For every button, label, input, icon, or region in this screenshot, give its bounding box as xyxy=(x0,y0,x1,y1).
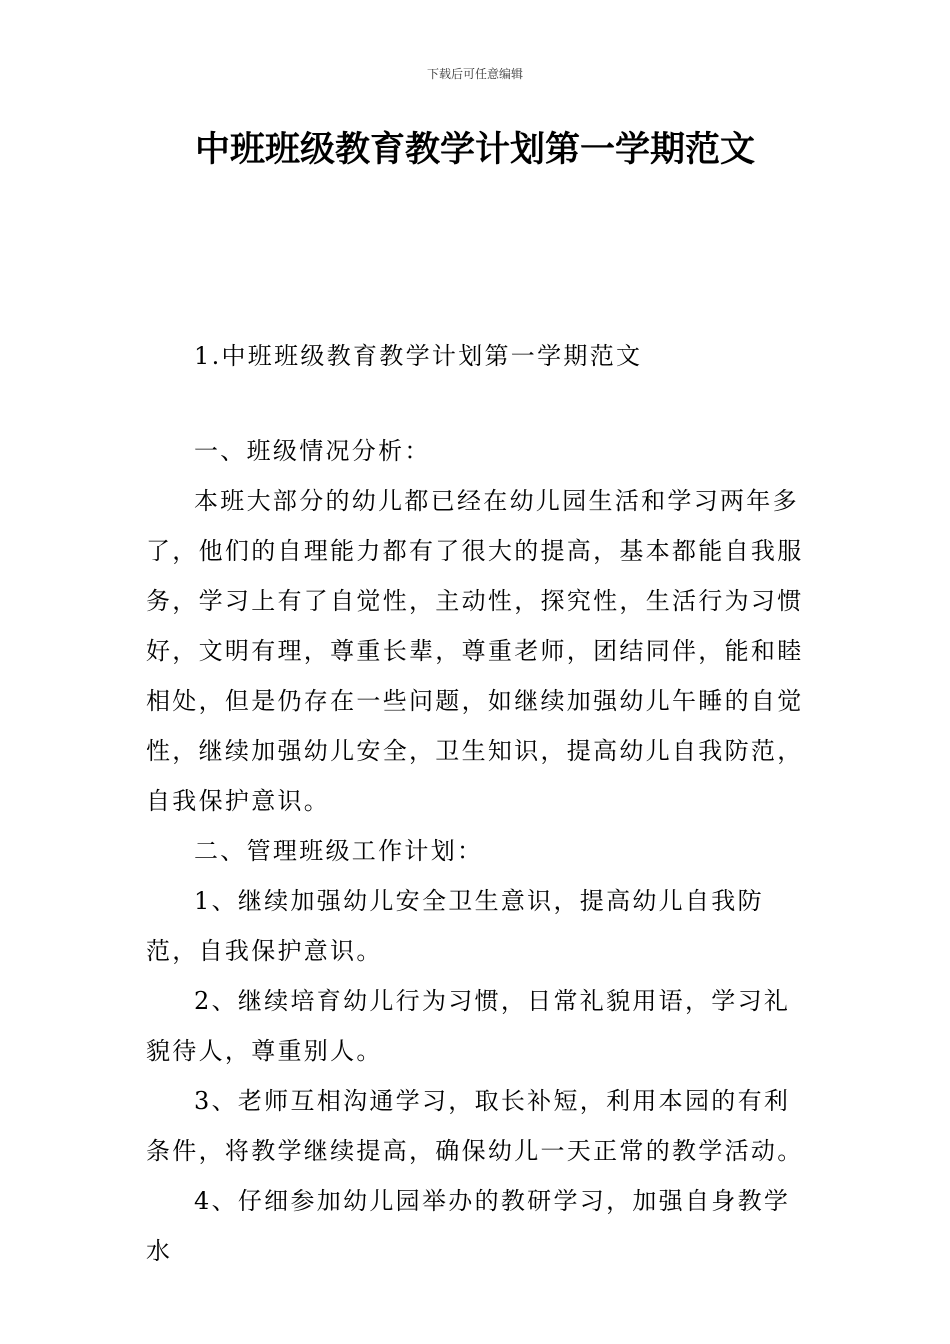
section-heading-class-analysis: 一、班级情况分析： xyxy=(194,437,431,465)
list-item: 4、仔细参加幼儿园举办的教研学习，加强自身教学水 xyxy=(146,1187,791,1265)
document-body xyxy=(146,331,806,1276)
document-title: 中班班级教育教学计划第一学期范文 xyxy=(194,130,755,170)
list-item: 3、老师互相沟通学习，取长补短，利用本园的有利条件，将教学继续提高，确保幼儿一天正常的教学活动。 xyxy=(146,1087,804,1165)
section-heading-work-plan: 二、管理班级工作计划： xyxy=(194,837,484,865)
list-item: 1、继续加强幼儿安全卫生意识，提高幼儿自我防范，自我保护意识。 xyxy=(146,887,764,965)
header-note: 下载后可任意编辑 xyxy=(426,67,523,81)
paragraph-class-analysis: 本班大部分的幼儿都已经在幼儿园生活和学习两年多了，他们的自理能力都有了很大的提高，基本都能自我服务，学习上有了自觉性，主动性，探究性，生活行为习惯好，文明有理，尊重长辈，尊重老师，团结同伴，能和睦相处，但是仍存在一些问题，如继续加强幼儿午睡的自觉性，继续加强幼儿安全，卫生知识，提高幼儿自我防范，自我保护意识。 xyxy=(146,487,804,815)
list-item: 2、继续培育幼儿行为习惯，日常礼貌用语，学习礼貌待人，尊重别人。 xyxy=(146,987,791,1065)
document-subtitle: 1.中班班级教育教学计划第一学期范文 xyxy=(194,342,643,370)
